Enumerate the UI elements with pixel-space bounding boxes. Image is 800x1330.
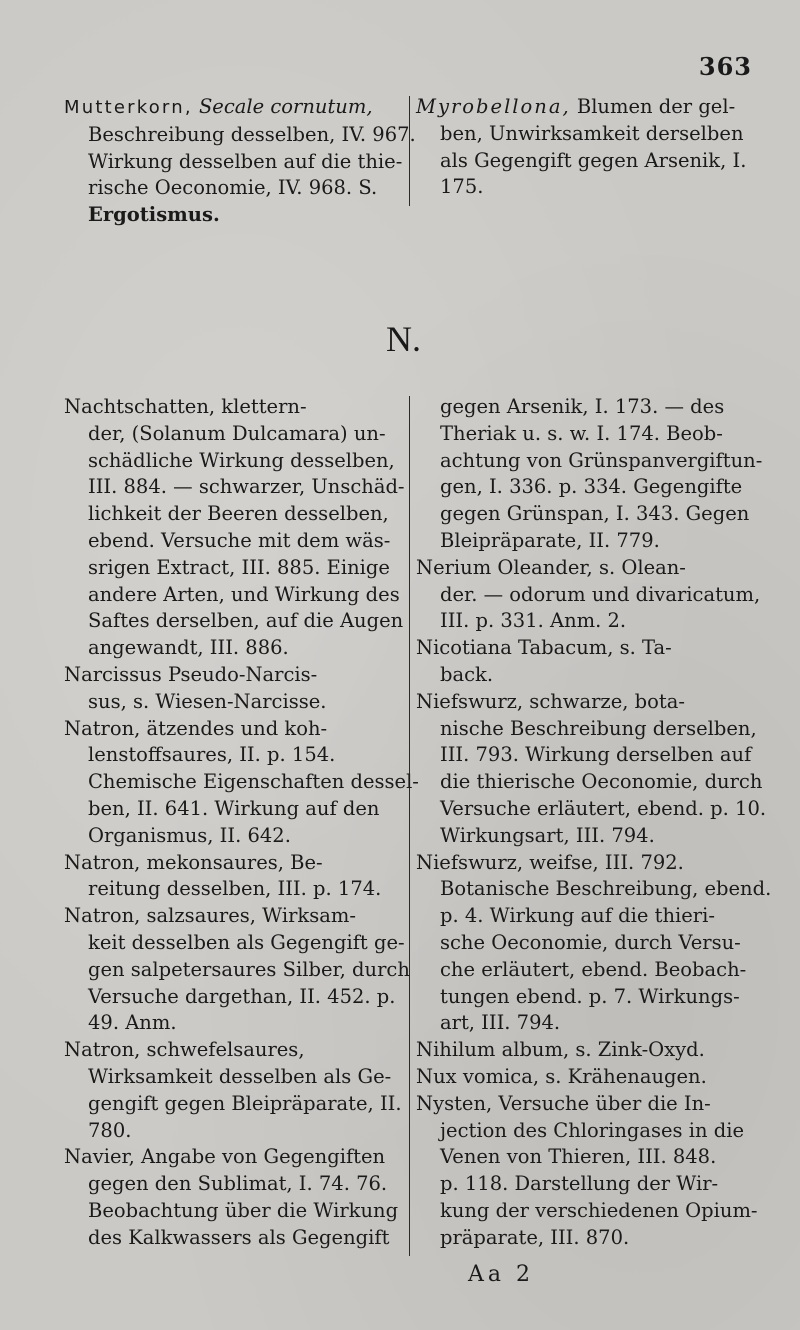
- entry-head-line: Niefswurz, weifse, III. 792.: [416, 850, 684, 874]
- entry-line: des Kalkwassers als Gegengift: [88, 1225, 390, 1249]
- entry-line: sus, s. Wiesen-Narcisse.: [88, 689, 327, 713]
- entry-line: gen salpetersaures Silber, durch: [88, 957, 410, 981]
- entry-line: Beschreibung desselben, IV. 967.: [88, 122, 416, 146]
- entry-head-line: Natron, schwefelsaures,: [64, 1038, 305, 1062]
- column-divider: [409, 396, 410, 1256]
- entry-line: rische Oeconomie, IV. 968. S.: [88, 176, 378, 200]
- entry-line: keit desselben als Gegengift ge-: [88, 930, 405, 954]
- entry-line: tungen ebend. p. 7. Wirkungs-: [440, 984, 740, 1008]
- entry-line: srigen Extract, III. 885. Einige: [88, 555, 390, 579]
- left-column: [64, 394, 419, 1252]
- entry-line: 175.: [440, 175, 484, 199]
- entry-line: Venen von Thieren, III. 848.: [440, 1145, 717, 1169]
- page-number: 363: [698, 52, 752, 81]
- entry-head-line: Nysten, Versuche über die In-: [416, 1091, 711, 1115]
- entry-line: andere Arten, und Wirkung des: [88, 582, 400, 606]
- entry-head-line: Navier, Angabe von Gegengiften: [64, 1145, 386, 1169]
- entry-line: achtung von Grünspanvergiftun-: [440, 448, 763, 472]
- entry-mutterkorn: [64, 94, 404, 122]
- entry-line: Theriak u. s. w. I. 174. Beob-: [440, 421, 723, 445]
- entry-head-line: Niefswurz, schwarze, bota-: [416, 689, 685, 713]
- entry-line: III. p. 331. Anm. 2.: [440, 609, 627, 633]
- entry-line: gen, I. 336. p. 334. Gegengifte: [440, 475, 743, 499]
- entry-line: 49. Anm.: [88, 1011, 177, 1035]
- column-divider: [409, 96, 410, 206]
- entry-line: lichkeit der Beeren desselben,: [88, 502, 389, 526]
- entry-line: 780.: [88, 1118, 132, 1142]
- entry-line: ben, II. 641. Wirkung auf den: [88, 796, 380, 820]
- section-letter: N.: [386, 319, 421, 359]
- entry-line: Bleipräparate, II. 779.: [440, 528, 660, 552]
- entry-line: art, III. 794.: [440, 1011, 561, 1035]
- entry-line: gegen den Sublimat, I. 74. 76.: [88, 1172, 388, 1196]
- entry-line: Wirkung desselben auf die thie-: [88, 149, 403, 173]
- entry-line: Chemische Eigenschaften dessel-: [88, 770, 419, 794]
- entry-line: der. — odorum und divaricatum,: [440, 582, 761, 606]
- entry-head-line: Natron, ätzendes und koh-: [64, 716, 328, 740]
- entry-line: präparate, III. 870.: [440, 1225, 630, 1249]
- entry-line: Saftes derselben, auf die Augen: [88, 609, 404, 633]
- entry-line: III. 884. — schwarzer, Unschäd-: [88, 475, 405, 499]
- signature-mark: Aa 2: [468, 1262, 534, 1287]
- entry-head-line: Narcissus Pseudo-Narcis-: [64, 662, 318, 686]
- entry-head: Mutterkorn,: [64, 97, 193, 118]
- entry-line: nische Beschreibung derselben,: [440, 716, 757, 740]
- entry-head-line: Nihilum album, s. Zink-Oxyd.: [416, 1038, 705, 1062]
- entry-line: der, (Solanum Dulcamara) un-: [88, 421, 386, 445]
- entry-line: back.: [440, 662, 494, 686]
- entry-line: ebend. Versuche mit dem wäs-: [88, 528, 391, 552]
- entry-line: angewandt, III. 886.: [88, 636, 289, 660]
- top-right-column: [416, 94, 756, 201]
- entry-line: schädliche Wirkung desselben,: [88, 448, 395, 472]
- entry-line: gengift gegen Bleipräparate, II.: [88, 1091, 402, 1115]
- entry-line: Wirkungsart, III. 794.: [440, 823, 655, 847]
- entry-line: p. 4. Wirkung auf die thieri-: [440, 904, 715, 928]
- entry-head-line: Natron, mekonsaures, Be-: [64, 850, 323, 874]
- entry-line: Beobachtung über die Wirkung: [88, 1198, 399, 1222]
- entry-line: Ergotismus.: [88, 203, 220, 227]
- entry-line: die thierische Oeconomie, durch: [440, 770, 763, 794]
- entry-head-line: Nachtschatten, klettern-: [64, 395, 307, 418]
- entry-line: Organismus, II. 642.: [88, 823, 291, 847]
- entry-head-line: Nicotiana Tabacum, s. Ta-: [416, 636, 672, 660]
- entry-latin-name: Secale cornutum,: [198, 95, 373, 118]
- entry-line: ben, Unwirksamkeit derselben: [440, 121, 744, 145]
- entry-myrobellona: [416, 94, 756, 121]
- entry-line: sche Oeconomie, durch Versu-: [440, 930, 741, 954]
- entry-line: III. 793. Wirkung derselben auf: [440, 743, 752, 767]
- entry-line: p. 118. Darstellung der Wir-: [440, 1172, 719, 1196]
- entry-line: Versuche dargethan, II. 452. p.: [88, 984, 396, 1008]
- entry-line: Versuche erläutert, ebend. p. 10.: [440, 796, 767, 820]
- entry-line: gegen Grünspan, I. 343. Gegen: [440, 502, 750, 526]
- entry-head-line: Nux vomica, s. Krähenaugen.: [416, 1064, 707, 1088]
- entry-line: Botanische Beschreibung, ebend.: [440, 877, 772, 901]
- entry-head: Myrobellona,: [416, 95, 571, 118]
- entry-head-line: Natron, salzsaures, Wirksam-: [64, 904, 356, 928]
- top-left-column: [64, 94, 416, 229]
- right-column: [416, 394, 772, 1252]
- entry-line: als Gegengift gegen Arsenik, I.: [440, 148, 747, 172]
- entry-line: Wirksamkeit desselben als Ge-: [88, 1064, 392, 1088]
- entry-line: reitung desselben, III. p. 174.: [88, 877, 382, 901]
- entry-line: gegen Arsenik, I. 173. — des: [440, 395, 725, 418]
- entry-head-line: Nerium Oleander, s. Olean-: [416, 555, 686, 579]
- entry-line: che erläutert, ebend. Beobach-: [440, 957, 747, 981]
- entry-line: kung der verschiedenen Opium-: [440, 1198, 758, 1222]
- entry-line: lenstoffsaures, II. p. 154.: [88, 743, 336, 767]
- entry-line: jection des Chloringases in die: [440, 1118, 744, 1142]
- entry-text: Blumen der gel-: [570, 95, 736, 118]
